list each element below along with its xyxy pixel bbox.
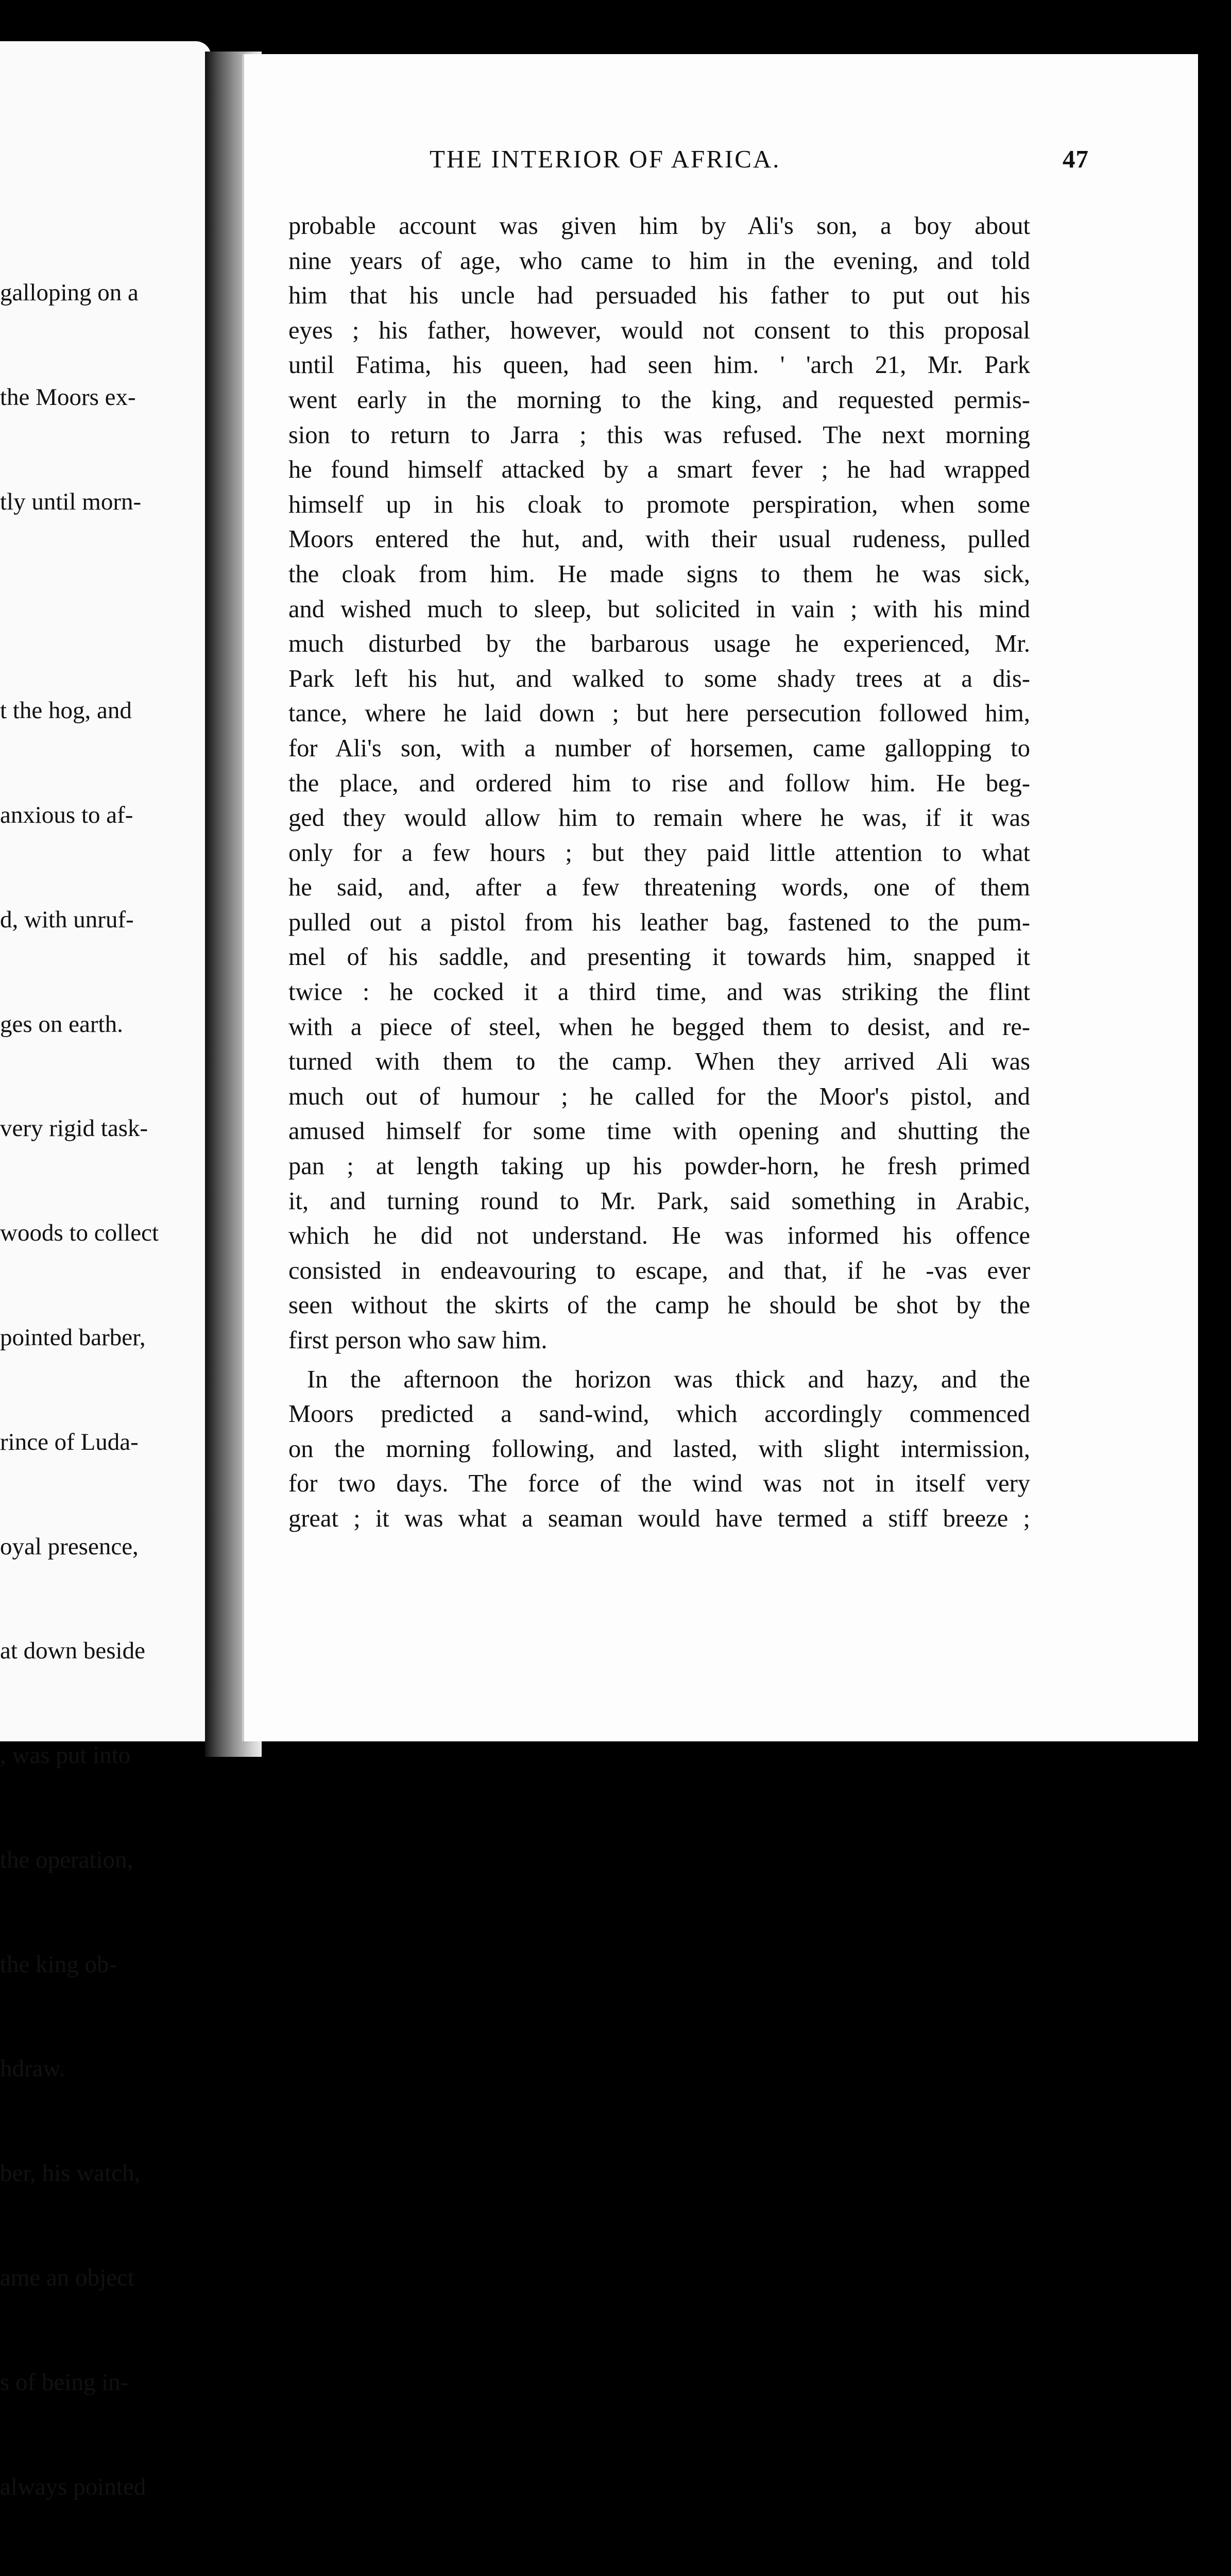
text-line: it, and turning round to Mr. Park, said something in Arabic,: [288, 1187, 1030, 1215]
left-line: the Moors ex-: [0, 383, 136, 411]
text-line: the place, and ordered him to rise and follow him. He beg-: [288, 769, 1030, 797]
left-line: always pointed: [0, 2473, 146, 2500]
text-line: for two days. The force of the wind was not in itself very: [288, 1470, 1030, 1498]
left-line: tly until morn-: [0, 488, 142, 515]
text-line: turned with them to the camp. When they arrived Ali was: [288, 1048, 1030, 1076]
text-line: until Fatima, his queen, had seen him. ' 'arch 21, Mr. Park: [288, 351, 1030, 379]
paragraph-gap: [288, 1358, 1030, 1362]
left-line: oyal presence,: [0, 1533, 139, 1560]
text-line: Moors predicted a sand-wind, which accordingly commenced: [288, 1400, 1030, 1428]
text-line: which he did not understand. He was informed his offence: [288, 1222, 1030, 1250]
left-line: hdraw.: [0, 2055, 65, 2082]
text-line: he said, and, after a few threatening words, one of them: [288, 874, 1030, 902]
left-line: [0, 589, 203, 624]
text-line: only for a few hours ; but they paid little attention to what: [288, 839, 1030, 867]
text-line: himself up in his cloak to promote perspiration, when some: [288, 490, 1030, 518]
text-line: much out of humour ; he called for the Moor's pistol, and: [288, 1082, 1030, 1110]
text-line: mel of his saddle, and presenting it towards him, snapped it: [288, 943, 1030, 971]
left-line: rince of Luda-: [0, 1428, 139, 1455]
text-line: and wished much to sleep, but solicited in vain ; with his mind: [288, 595, 1030, 623]
text-line: pan ; at length taking up his powder-horn, he fresh primed: [288, 1153, 1030, 1180]
running-head-title: THE INTERIOR OF AFRICA.: [430, 145, 781, 173]
text-line: amused himself for some time with opening and shutting the: [288, 1117, 1030, 1145]
left-line: at down beside: [0, 1637, 145, 1665]
left-line: s of being in-: [0, 2368, 129, 2396]
text-line: twice : he cocked it a third time, and was striking the flint: [288, 978, 1030, 1006]
text-line: first person who saw him.: [288, 1327, 548, 1354]
left-page: [0, 41, 211, 2500]
text-line: great ; it was what a seaman would have termed a stiff breeze ;: [288, 1504, 1030, 1532]
text-line: the cloak from him. He made signs to them he was sick,: [288, 560, 1030, 588]
text-line: for Ali's son, with a number of horsemen, came gallopping to: [288, 734, 1030, 762]
text-line: In the afternoon the horizon was thick and hazy, and the: [307, 1365, 1030, 1393]
text-line: Park left his hut, and walked to some shady trees at a dis-: [288, 665, 1030, 692]
text-line: eyes ; his father, however, would not consent to this proposal: [288, 316, 1030, 344]
text-line: with a piece of steel, when he begged them to desist, and re-: [288, 1013, 1030, 1041]
right-page: [242, 54, 1198, 1741]
text-line: consisted in endeavouring to escape, and that, if he -vas ever: [288, 1257, 1030, 1284]
left-line: d, with unruf-: [0, 906, 134, 933]
text-line: he found himself attacked by a smart fever ; he had wrapped: [288, 456, 1030, 484]
left-line: woods to collect: [0, 1219, 159, 1247]
running-head: [430, 144, 1089, 174]
left-line: ame an object: [0, 2264, 134, 2292]
left-line: ges on earth.: [0, 1010, 123, 1038]
left-line: the operation,: [0, 1846, 133, 1873]
text-line: tance, where he laid down ; but here persecution followed him,: [288, 700, 1030, 727]
text-line: sion to return to Jarra ; this was refused. The next morning: [288, 421, 1030, 449]
body-text: [288, 209, 1030, 1536]
left-line: [0, 2574, 203, 2576]
text-line: Moors entered the hut, and, with their usual rudeness, pulled: [288, 526, 1030, 553]
left-page-text: [0, 206, 203, 2576]
text-line: pulled out a pistol from his leather bag, fastened to the pum-: [288, 908, 1030, 936]
left-line: pointed barber,: [0, 1324, 146, 1351]
left-line: the king ob-: [0, 1951, 117, 1978]
text-line: nine years of age, who came to him in the evening, and told: [288, 247, 1030, 275]
text-line: went early in the morning to the king, and requested permis-: [288, 386, 1030, 414]
text-line: seen without the skirts of the camp he should be shot by the: [288, 1292, 1030, 1319]
left-line: galloping on a: [0, 279, 139, 307]
text-line: on the morning following, and lasted, with slight intermission,: [288, 1435, 1030, 1463]
text-line: him that his uncle had persuaded his father to put out his: [288, 282, 1030, 310]
left-line: t the hog, and: [0, 697, 132, 724]
left-line: ber, his watch,: [0, 2160, 141, 2187]
page-number: 47: [1063, 145, 1089, 173]
left-line: very rigid task-: [0, 1115, 148, 1142]
text-line: much disturbed by the barbarous usage he experienced, Mr.: [288, 630, 1030, 658]
text-line: ged they would allow him to remain where he was, if it was: [288, 804, 1030, 832]
left-line: anxious to af-: [0, 802, 133, 829]
left-line: , was put into: [0, 1742, 131, 1769]
text-line: probable account was given him by Ali's son, a boy about: [288, 212, 1030, 240]
